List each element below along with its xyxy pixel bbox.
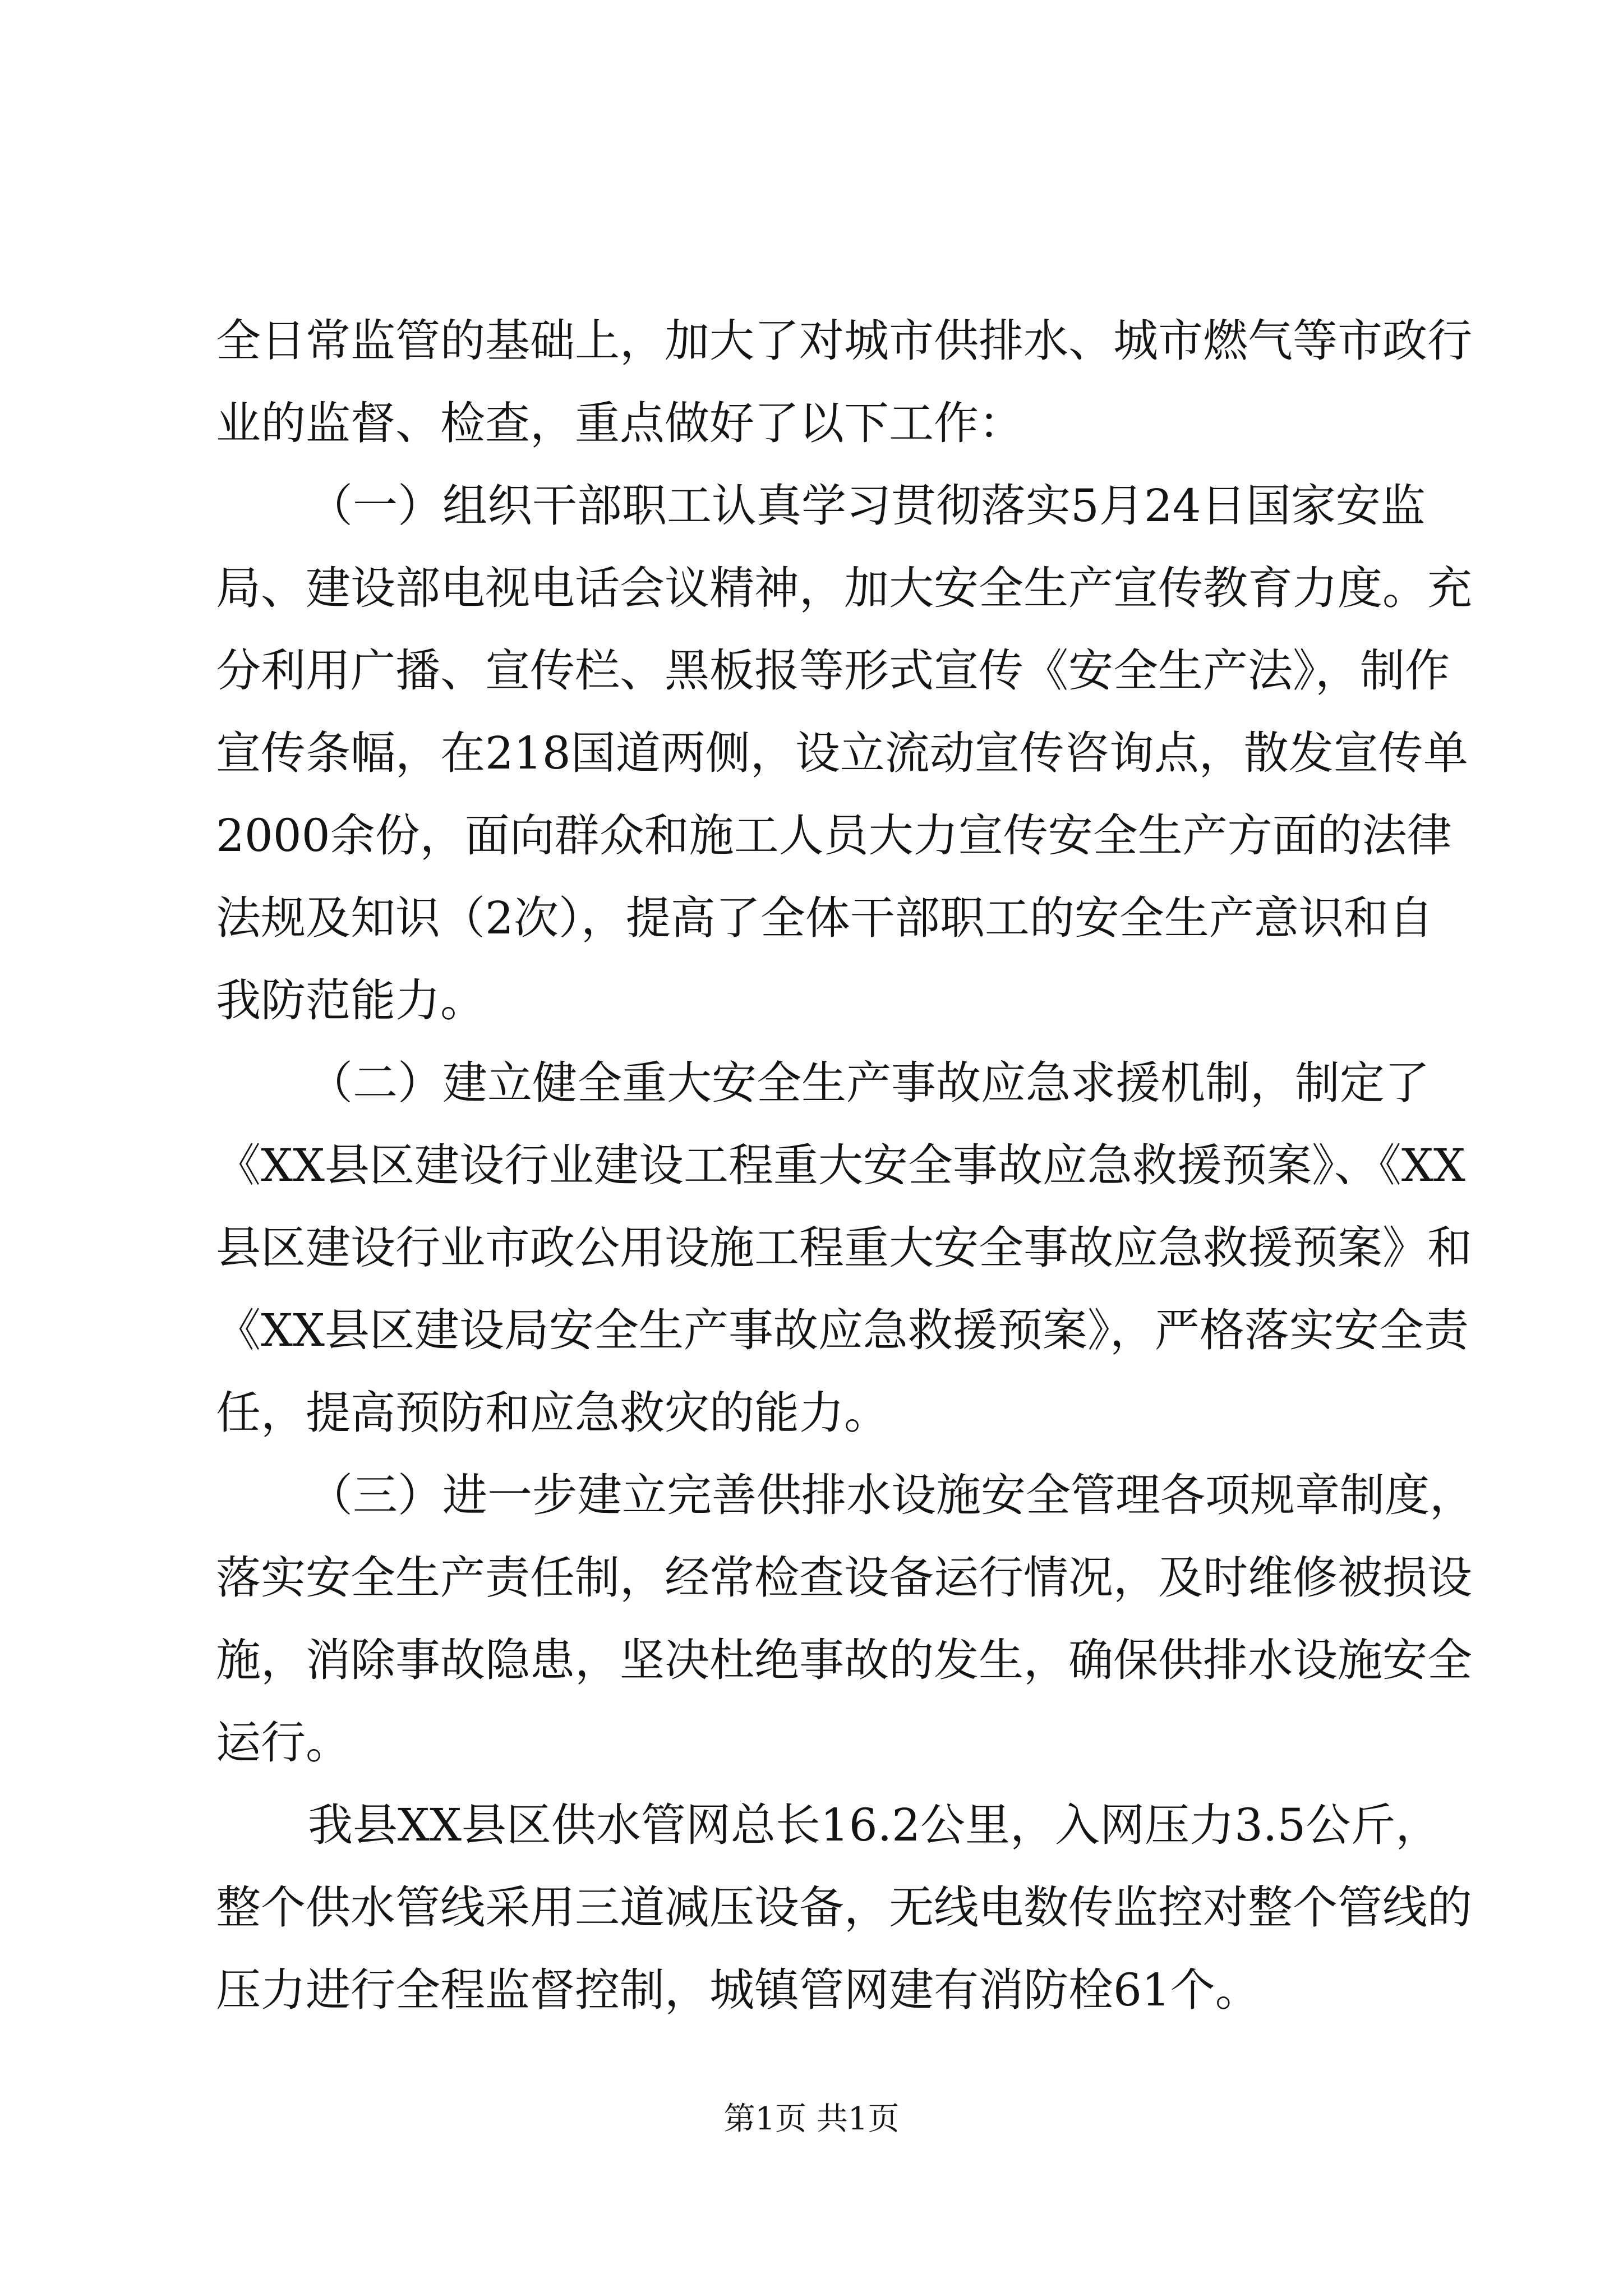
paragraph-line: 业的监督、检查，重点做好了以下工作： [216,397,1023,449]
paragraph-line: 我县XX县区供水管网总长16.2公里，入网压力3.5公斤， [308,1799,1441,1851]
paragraph-line: 县区建设行业市政公用设施工程重大安全事故应急救援预案》和 [216,1222,1472,1274]
paragraph-line: 整个供水管线采用三道减压设备，无线电数传监控对整个管线的 [216,1881,1472,1934]
paragraph-line: 任，提高预防和应急救灾的能力。 [216,1387,889,1439]
page-footer: 第1页 共1页 [723,2101,900,2137]
paragraph-line: 宣传条幅，在218国道两侧，设立流动宣传咨询点，散发宣传单 [216,727,1468,779]
paragraph-line: 全日常监管的基础上，加大了对城市供排水、城市燃气等市政行 [216,315,1472,367]
document-body [216,300,1474,2031]
paragraph-line: 局、建设部电视电话会议精神，加大安全生产宣传教育力度。充 [216,562,1472,614]
paragraph-line: （二）建立健全重大安全生产事故应急求援机制，制定了 [308,1057,1430,1109]
paragraph-line: 《XX县区建设行业建设工程重大安全事故应急救援预案》、《XX [216,1139,1465,1191]
paragraph-line: 法规及知识（2次），提高了全体干部职工的安全生产意识和自 [216,892,1433,944]
paragraph-line: （三）进一步建立完善供排水设施安全管理各项规章制度， [308,1469,1474,1521]
paragraph-line: 压力进行全程监督控制，城镇管网建有消防栓61个。 [216,1964,1260,2016]
paragraph-line: 分利用广播、宣传栏、黑板报等形式宣传《安全生产法》，制作 [216,645,1450,697]
paragraph-line: 施，消除事故隐患，坚决杜绝事故的发生，确保供排水设施安全 [216,1634,1472,1686]
paragraph-line: （一）组织干部职工认真学习贯彻落实5月24日国家安监 [308,480,1426,532]
paragraph-line: 落实安全生产责任制，经常检查设备运行情况，及时维修被损设 [216,1552,1472,1604]
paragraph-line: 我防范能力。 [216,974,485,1027]
paragraph-line: 《XX县区建设局安全生产事故应急救援预案》，严格落实安全责 [216,1304,1469,1356]
paragraph-line: 运行。 [216,1717,351,1769]
paragraph-line: 2000余份，面向群众和施工人员大力宣传安全生产方面的法律 [216,809,1452,862]
